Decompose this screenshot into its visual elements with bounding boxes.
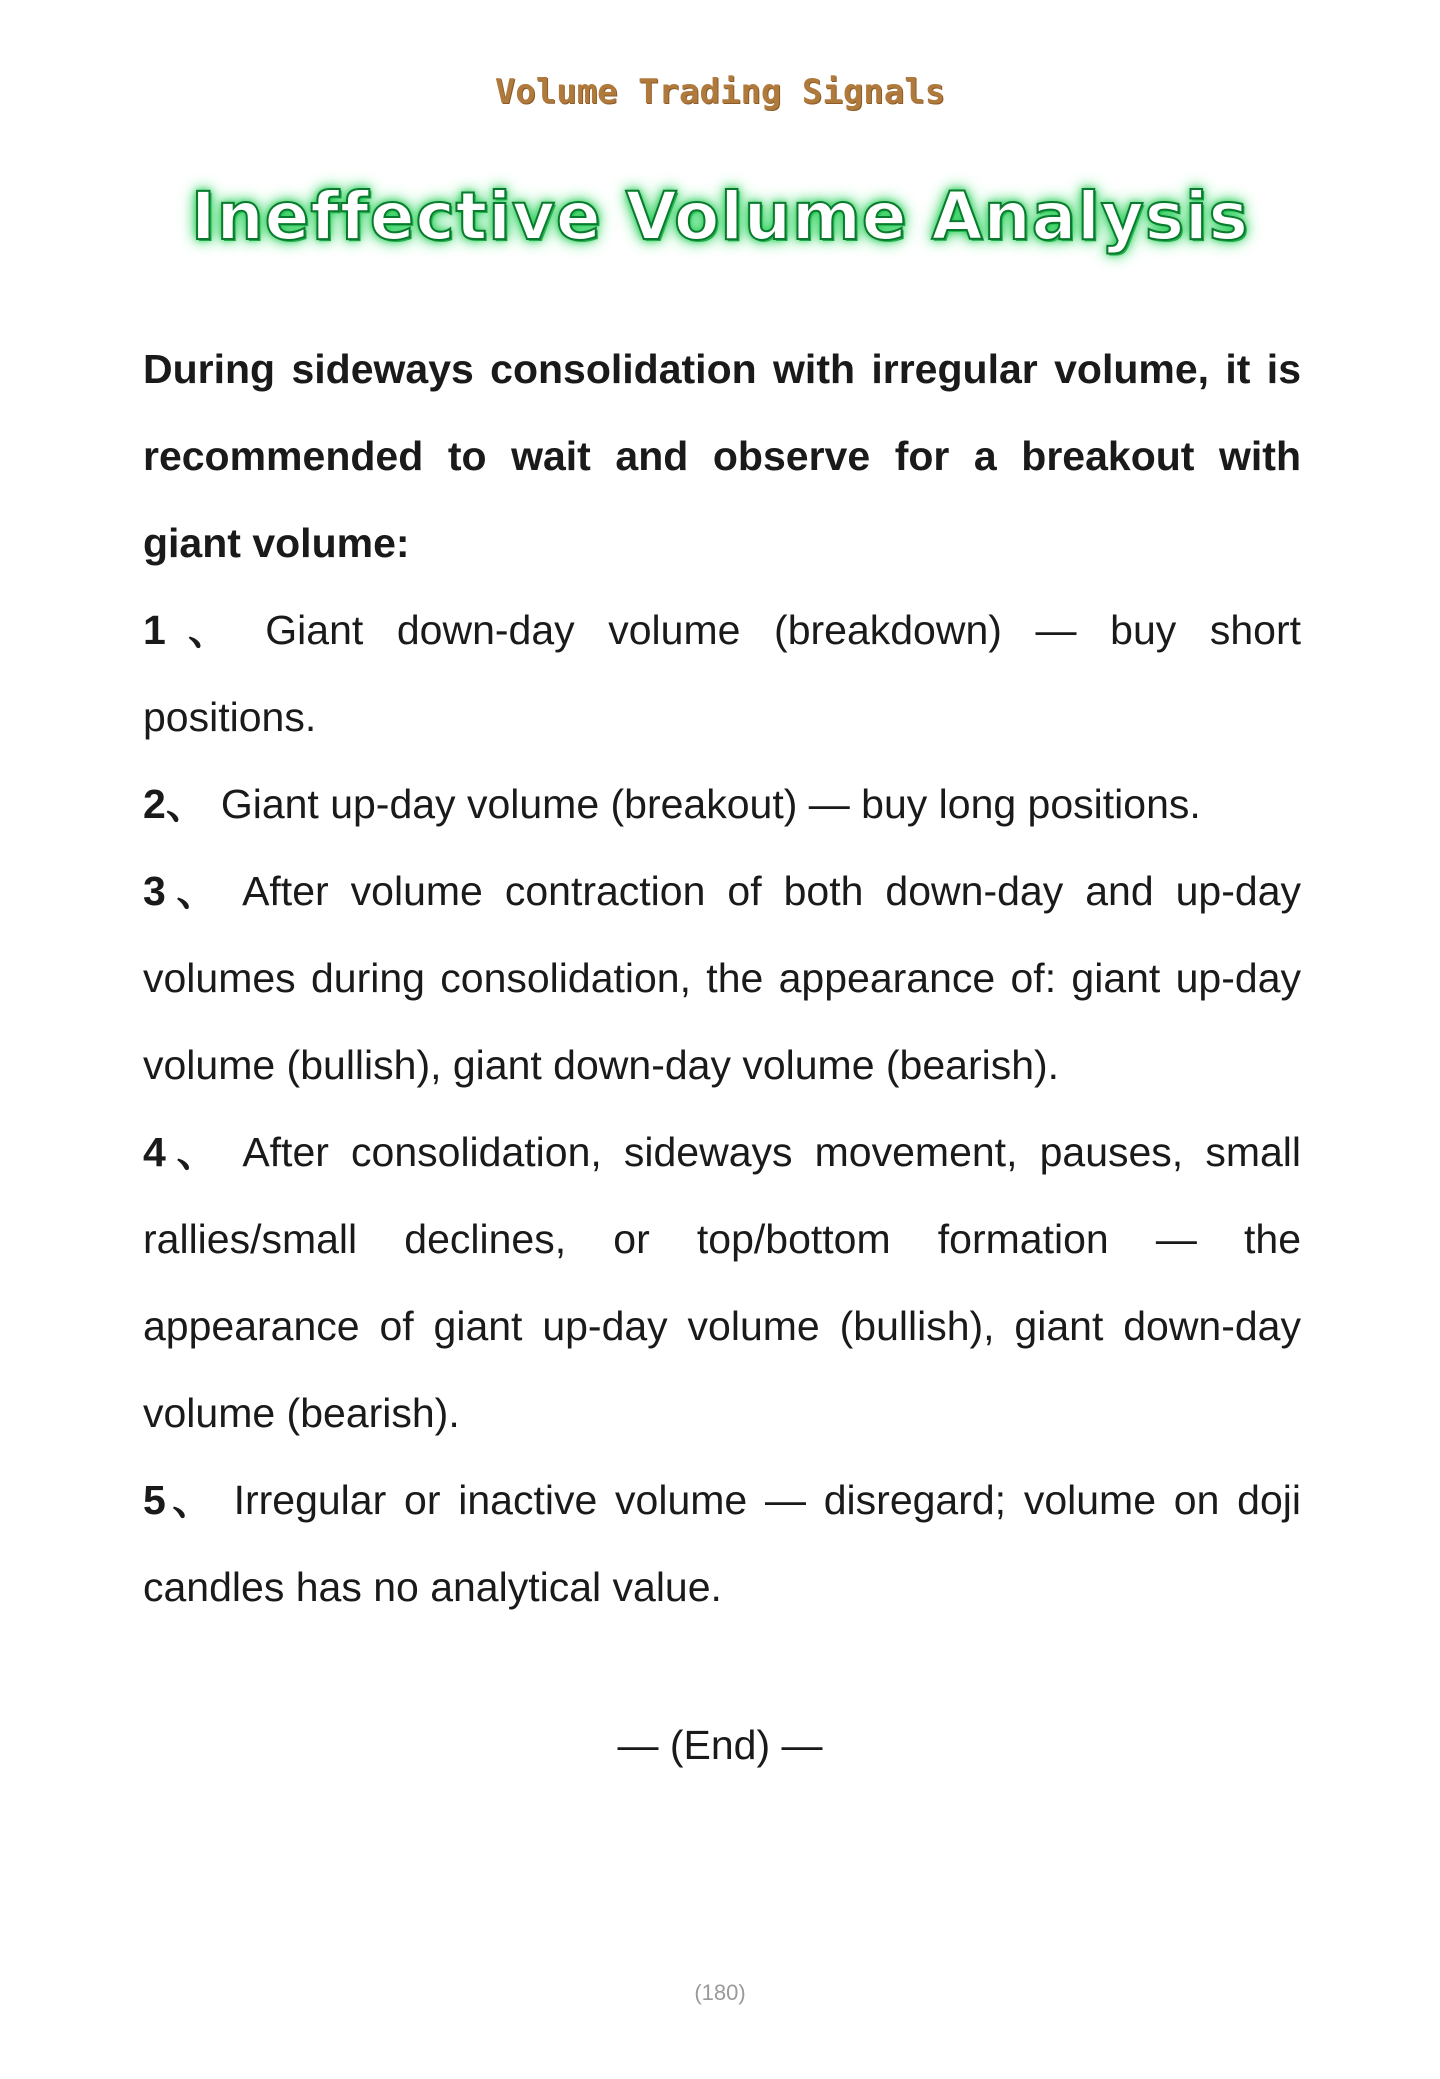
item-number: 4 [143, 1129, 166, 1175]
item-number: 1 [143, 607, 166, 653]
list-item [143, 587, 1301, 761]
item-separator: 、 [165, 1477, 220, 1523]
item-text: Irregular or inactive volume — disregard; volume on doji candles has no analytical value. [143, 1477, 1301, 1610]
item-text: Giant up-day volume (breakout) — buy long positions. [220, 781, 1201, 827]
main-content [143, 326, 1301, 1631]
item-separator: 、 [165, 868, 229, 914]
item-separator: 、 [165, 781, 207, 827]
intro-paragraph: During sideways consolidation with irregular volume, it is recommended to wait and observe for a breakout with giant volume: [143, 346, 1301, 566]
item-number: 5 [143, 1477, 166, 1523]
list-item [143, 848, 1301, 1109]
list-item [143, 761, 1301, 848]
item-number: 3 [143, 868, 166, 914]
item-separator: 、 [165, 1129, 229, 1175]
item-text: Giant down-day volume (breakdown) — buy short positions. [143, 607, 1302, 740]
item-number: 2 [143, 781, 166, 827]
list-item [143, 1109, 1301, 1457]
running-header: Volume Trading Signals [494, 72, 946, 112]
page-title: Ineffective Volume Analysis [191, 178, 1249, 255]
item-text: After volume contraction of both down-day and up-day volumes during consolidation, the appearance of: giant up-day volume (bullish), giant down-day volume (bearish). [143, 868, 1301, 1088]
end-mark: — (End) — [617, 1722, 823, 1768]
page-number: (180) [694, 1980, 746, 2005]
signal-list [143, 587, 1301, 1631]
item-text: After consolidation, sideways movement, pauses, small rallies/small declines, or top/bottom formation — the appearance of giant up-day volume (bullish), giant down-day volume (bearish). [143, 1129, 1302, 1436]
list-item [143, 1457, 1301, 1631]
item-separator: 、 [165, 607, 252, 653]
